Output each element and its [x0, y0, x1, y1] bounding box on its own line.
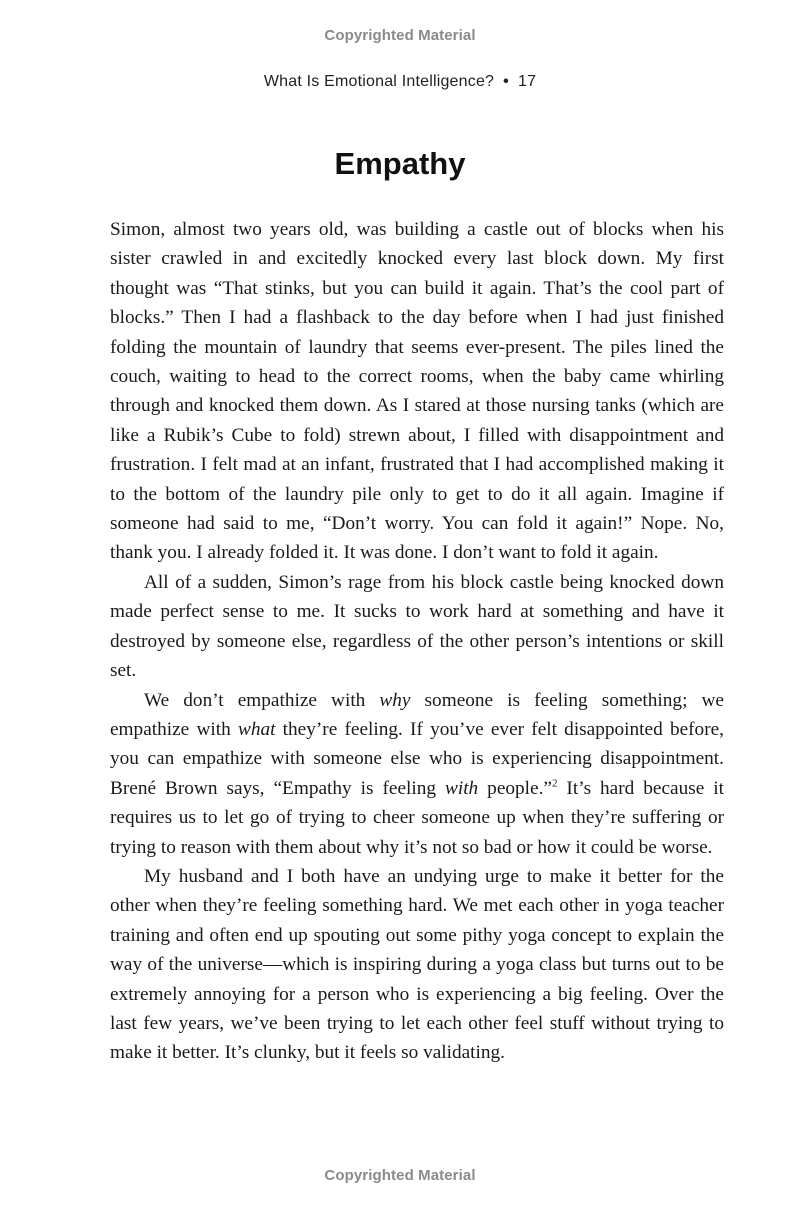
running-head-separator: •: [503, 73, 509, 90]
copyright-watermark-bottom: Copyrighted Material: [324, 1167, 476, 1184]
section-title: Empathy: [334, 146, 466, 181]
paragraph-3-text-g: people.”: [478, 777, 552, 799]
running-head-title: What Is Emotional Intelligence?: [263, 73, 495, 90]
paragraph-4: My husband and I both have an undying urge to make it better for the other when they’re feeling something hard. We met each other in yoga teacher training and often end up spouting out some pithy yoga concept to explain the way of the universe—which is inspiring during a yoga class but turns out to be extremely annoying for a person who is experiencing a big feeling. Over the last few years, we’ve been trying to let each other feel stuff without trying to make it better. It’s clunky, but it feels so validating.: [110, 865, 724, 1064]
running-head: [0, 73, 800, 91]
paragraph-1: Simon, almost two years old, was building a castle out of blocks when his sister crawled in and excitedly knocked every last block down. My first thought was “That stinks, but you can build it again. That’s the cool part of blocks.” Then I had a flashback to the day before when I had just finished folding the mountain of laundry that seems ever-present. The piles lined the couch, waiting to head to the correct rooms, when the baby came whirling through and knocked them down. As I stared at those nursing tanks (which are like a Rubik’s Cube to fold) strewn about, I filled with disappointment and frustration. I felt mad at an infant, frustrated that I had accomplished making it to the bottom of the laundry pile only to get to do it all again. Imagine if someone had said to me, “Don’t worry. You can fold it again!” Nope. No, thank you. I already folded it. It was done. I don’t want to fold it again.: [110, 219, 724, 564]
paragraph-3-text-c: someone is feeling something; we empathize with: [110, 689, 724, 740]
paragraph-3-emphasis-with: with: [444, 777, 479, 799]
paragraph-3-emphasis-what: what: [237, 718, 276, 740]
footnote-marker[interactable]: 2: [551, 777, 558, 790]
paragraph-3-text-a: We don’t empathize with: [144, 689, 380, 711]
paragraph-3-text-e: they’re feeling. If you’ve ever felt disappointed before, you can empathize with someone else who is experiencing disappointment. Brené Brown says, “Empathy is feeling: [110, 718, 724, 799]
paragraph-2: All of a sudden, Simon’s rage from his block castle being knocked down made perfect sense to me. It sucks to work hard at something and have it destroyed by someone else, regardless of the other person’s intentions or skill set.: [110, 571, 724, 682]
paragraph-3: [110, 686, 724, 862]
page-number: 17: [517, 73, 537, 90]
body-text: [110, 215, 724, 1068]
paragraph-3-emphasis-why: why: [379, 689, 411, 711]
paragraph-3-text-h: It’s hard because it requires us to let go of trying to cheer someone up when they’re suffering or trying to reason with them about why it’s not so bad or how it could be worse.: [110, 777, 724, 858]
copyright-watermark-top: Copyrighted Material: [324, 27, 476, 44]
